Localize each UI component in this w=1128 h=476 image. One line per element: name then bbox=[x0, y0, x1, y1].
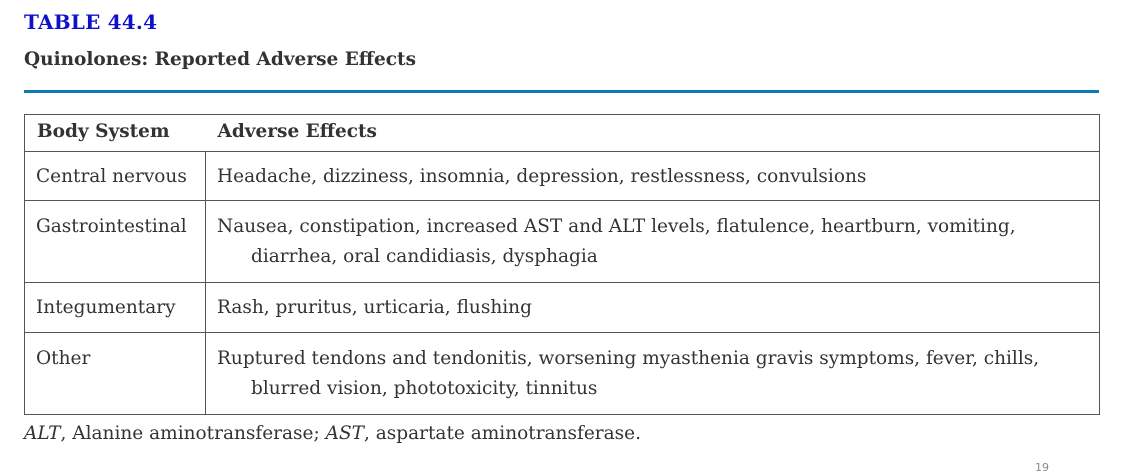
header-body-system: Body System bbox=[25, 115, 206, 152]
adverse-effects-table bbox=[24, 114, 1100, 415]
body-system-cell: Central nervous bbox=[25, 152, 206, 201]
adverse-effects-cell bbox=[206, 201, 1100, 283]
adverse-effects-text: Nausea, constipation, increased AST and ALT levels, flatulence, heartburn, vomiting, diarrhea, oral candidiasis, dysphagia bbox=[217, 216, 1016, 267]
adverse-effects-text: Ruptured tendons and tendonitis, worsening myasthenia gravis symptoms, fever, chills, blurred vision, phototoxicity, tinnitus bbox=[217, 348, 1040, 399]
table-label: TABLE 44.4 bbox=[24, 10, 158, 34]
body-system-cell: Gastrointestinal bbox=[25, 201, 206, 283]
table-footnote bbox=[24, 423, 641, 444]
adverse-effects-cell bbox=[206, 152, 1100, 201]
title-rule bbox=[24, 90, 1099, 93]
body-system-cell: Integumentary bbox=[25, 283, 206, 333]
footnote-abbr-alt: ALT bbox=[24, 423, 61, 444]
table-row bbox=[25, 152, 1100, 201]
page-number: 19 bbox=[1035, 461, 1049, 474]
footnote-def-alt: , Alanine aminotransferase; bbox=[60, 423, 326, 444]
body-system-cell: Other bbox=[25, 333, 206, 415]
table-header-row bbox=[25, 115, 1100, 152]
table-row bbox=[25, 283, 1100, 333]
footnote-def-ast: , aspartate aminotransferase. bbox=[363, 423, 641, 444]
table-title: Quinolones: Reported Adverse Effects bbox=[24, 49, 416, 70]
adverse-effects-cell bbox=[206, 283, 1100, 333]
adverse-effects-text: Rash, pruritus, urticaria, flushing bbox=[217, 297, 532, 318]
table-row bbox=[25, 333, 1100, 415]
footnote-abbr-ast: AST bbox=[325, 423, 364, 444]
adverse-effects-text: Headache, dizziness, insomnia, depression, restlessness, convulsions bbox=[217, 166, 867, 187]
header-adverse-effects: Adverse Effects bbox=[206, 115, 1100, 152]
table-row bbox=[25, 201, 1100, 283]
adverse-effects-cell bbox=[206, 333, 1100, 415]
